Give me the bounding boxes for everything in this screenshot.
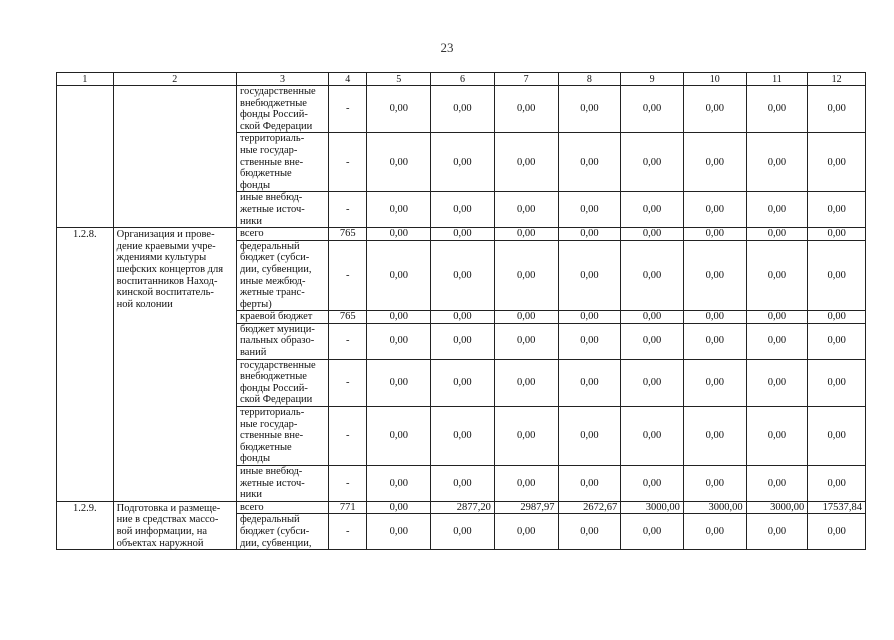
funding-source-line: ваний bbox=[239, 347, 267, 359]
amount-cell: 0,00 bbox=[621, 407, 684, 466]
amount-cell: 0,00 bbox=[494, 323, 558, 359]
amount-cell: 0,00 bbox=[746, 192, 808, 228]
funding-source-line: ники bbox=[239, 215, 262, 227]
section-title-line: воспитанников Наход- bbox=[116, 275, 218, 287]
column-number-row bbox=[57, 73, 866, 86]
funding-source-line: ные государ- bbox=[239, 418, 298, 430]
amount-cell: 0,00 bbox=[367, 501, 431, 514]
amount-cell: 0,00 bbox=[558, 359, 621, 406]
funding-source-line: краевой бюджет bbox=[239, 311, 313, 323]
column-number: 10 bbox=[683, 73, 746, 86]
funding-source-line: дии, субвенции, bbox=[239, 263, 312, 275]
amount-cell: 0,00 bbox=[431, 323, 495, 359]
funding-source bbox=[236, 407, 328, 466]
responsible-code: - bbox=[329, 323, 367, 359]
funding-source-line: всего bbox=[239, 501, 264, 513]
column-number: 2 bbox=[113, 73, 236, 86]
amount-cell: 0,00 bbox=[683, 323, 746, 359]
funding-source-line: иные межбюд- bbox=[239, 275, 306, 287]
amount-cell: 2987,97 bbox=[494, 501, 558, 514]
amount-cell: 17537,84 bbox=[808, 501, 866, 514]
amount-cell: 0,00 bbox=[683, 228, 746, 241]
amount-cell: 0,00 bbox=[494, 311, 558, 324]
section-number: 1.2.8. bbox=[73, 229, 97, 241]
section-title-line: Организация и прове- bbox=[116, 229, 215, 241]
amount-cell: 3000,00 bbox=[683, 501, 746, 514]
amount-cell: 0,00 bbox=[683, 240, 746, 311]
amount-cell: 0,00 bbox=[494, 86, 558, 133]
amount-cell: 0,00 bbox=[558, 514, 621, 550]
amount-cell: 0,00 bbox=[367, 514, 431, 550]
amount-cell: 0,00 bbox=[558, 466, 621, 502]
amount-cell: 0,00 bbox=[621, 86, 684, 133]
amount-cell: 0,00 bbox=[558, 133, 621, 192]
amount-cell: 0,00 bbox=[808, 240, 866, 311]
responsible-code: 771 bbox=[329, 501, 367, 514]
amount-cell: 0,00 bbox=[367, 466, 431, 502]
section-title bbox=[113, 501, 236, 549]
section-title-line: объектах наружной bbox=[116, 537, 204, 549]
amount-cell: 0,00 bbox=[367, 359, 431, 406]
funding-source-line: бюджетные bbox=[239, 168, 292, 180]
funding-source-line: фонды bbox=[239, 179, 271, 191]
table-row bbox=[57, 501, 866, 514]
budget-table bbox=[56, 72, 866, 550]
amount-cell: 0,00 bbox=[808, 514, 866, 550]
amount-cell: 0,00 bbox=[808, 192, 866, 228]
funding-source-line: дии, субвенции, bbox=[239, 537, 312, 549]
amount-cell: 0,00 bbox=[431, 466, 495, 502]
amount-cell: 0,00 bbox=[431, 407, 495, 466]
column-number: 3 bbox=[236, 73, 328, 86]
funding-source-line: ники bbox=[239, 489, 262, 501]
amount-cell: 0,00 bbox=[621, 514, 684, 550]
amount-cell: 0,00 bbox=[808, 228, 866, 241]
amount-cell: 0,00 bbox=[683, 311, 746, 324]
amount-cell: 0,00 bbox=[367, 240, 431, 311]
section-number-cell bbox=[57, 86, 114, 228]
section-title-line: Подготовка и размеще- bbox=[116, 502, 221, 514]
funding-source-line: ственные вне- bbox=[239, 156, 304, 168]
section-title-line: дение краевыми учре- bbox=[116, 240, 216, 252]
amount-cell: 0,00 bbox=[367, 323, 431, 359]
responsible-code: - bbox=[329, 407, 367, 466]
amount-cell: 2877,20 bbox=[431, 501, 495, 514]
responsible-code: - bbox=[329, 133, 367, 192]
responsible-code: 765 bbox=[329, 228, 367, 241]
column-number: 4 bbox=[329, 73, 367, 86]
amount-cell: 0,00 bbox=[431, 359, 495, 406]
amount-cell: 0,00 bbox=[494, 514, 558, 550]
amount-cell: 0,00 bbox=[494, 228, 558, 241]
amount-cell: 0,00 bbox=[621, 240, 684, 311]
funding-source-line: фонды Россий- bbox=[239, 109, 308, 121]
funding-source-line: пальных образо- bbox=[239, 335, 315, 347]
section-title-line: ние в средствах массо- bbox=[116, 514, 219, 526]
amount-cell: 0,00 bbox=[746, 311, 808, 324]
table-row bbox=[57, 228, 866, 241]
amount-cell: 0,00 bbox=[683, 466, 746, 502]
amount-cell: 0,00 bbox=[808, 323, 866, 359]
amount-cell: 0,00 bbox=[808, 359, 866, 406]
amount-cell: 0,00 bbox=[683, 407, 746, 466]
funding-source bbox=[236, 133, 328, 192]
amount-cell: 0,00 bbox=[494, 407, 558, 466]
column-number: 11 bbox=[746, 73, 808, 86]
amount-cell: 0,00 bbox=[746, 323, 808, 359]
responsible-code: - bbox=[329, 466, 367, 502]
funding-source bbox=[236, 228, 328, 241]
funding-source-line: территориаль- bbox=[239, 407, 305, 419]
funding-source-line: ской Федерации bbox=[239, 120, 313, 132]
responsible-code: 765 bbox=[329, 311, 367, 324]
section-number-cell bbox=[57, 228, 114, 502]
column-number: 12 bbox=[808, 73, 866, 86]
amount-cell: 0,00 bbox=[431, 133, 495, 192]
amount-cell: 0,00 bbox=[808, 133, 866, 192]
amount-cell: 0,00 bbox=[746, 86, 808, 133]
section-title-cell bbox=[113, 86, 236, 228]
section-number-cell bbox=[57, 501, 114, 549]
funding-source-line: внебюджетные bbox=[239, 371, 307, 383]
amount-cell: 0,00 bbox=[431, 514, 495, 550]
amount-cell: 3000,00 bbox=[746, 501, 808, 514]
amount-cell: 0,00 bbox=[367, 228, 431, 241]
column-number: 1 bbox=[57, 73, 114, 86]
amount-cell: 0,00 bbox=[494, 240, 558, 311]
amount-cell: 0,00 bbox=[367, 133, 431, 192]
funding-source-line: иные внебюд- bbox=[239, 192, 303, 204]
responsible-code: - bbox=[329, 359, 367, 406]
column-number: 5 bbox=[367, 73, 431, 86]
funding-source bbox=[236, 240, 328, 311]
amount-cell: 0,00 bbox=[558, 323, 621, 359]
amount-cell: 0,00 bbox=[431, 192, 495, 228]
funding-source bbox=[236, 359, 328, 406]
funding-source-line: жетные источ- bbox=[239, 203, 305, 215]
amount-cell: 0,00 bbox=[621, 466, 684, 502]
amount-cell: 0,00 bbox=[746, 407, 808, 466]
amount-cell: 0,00 bbox=[367, 311, 431, 324]
column-number: 6 bbox=[431, 73, 495, 86]
amount-cell: 0,00 bbox=[683, 133, 746, 192]
amount-cell: 0,00 bbox=[746, 466, 808, 502]
responsible-code: - bbox=[329, 240, 367, 311]
amount-cell: 0,00 bbox=[808, 311, 866, 324]
table-row bbox=[57, 86, 866, 133]
funding-source bbox=[236, 311, 328, 324]
amount-cell: 0,00 bbox=[808, 466, 866, 502]
funding-source-line: ственные вне- bbox=[239, 430, 304, 442]
responsible-code: - bbox=[329, 514, 367, 550]
funding-source bbox=[236, 192, 328, 228]
column-number: 9 bbox=[621, 73, 684, 86]
amount-cell: 0,00 bbox=[431, 240, 495, 311]
funding-source-line: ные государ- bbox=[239, 144, 298, 156]
amount-cell: 3000,00 bbox=[621, 501, 684, 514]
amount-cell: 0,00 bbox=[494, 466, 558, 502]
funding-source bbox=[236, 323, 328, 359]
funding-source-line: жетные источ- bbox=[239, 477, 305, 489]
funding-source-line: фонды Россий- bbox=[239, 382, 308, 394]
funding-source-line: бюджет (субси- bbox=[239, 525, 310, 537]
funding-source-line: жетные транс- bbox=[239, 287, 305, 299]
amount-cell: 0,00 bbox=[558, 192, 621, 228]
amount-cell: 0,00 bbox=[431, 311, 495, 324]
page-number: 23 bbox=[440, 40, 454, 55]
funding-source-line: ской Федерации bbox=[239, 394, 313, 406]
funding-source-line: всего bbox=[239, 228, 264, 240]
section-number: 1.2.9. bbox=[73, 502, 97, 514]
amount-cell: 0,00 bbox=[558, 240, 621, 311]
amount-cell: 0,00 bbox=[367, 192, 431, 228]
amount-cell: 0,00 bbox=[683, 359, 746, 406]
amount-cell: 0,00 bbox=[431, 86, 495, 133]
amount-cell: 0,00 bbox=[746, 228, 808, 241]
column-number: 8 bbox=[558, 73, 621, 86]
amount-cell: 0,00 bbox=[621, 359, 684, 406]
section-title-line: кинской воспитатель- bbox=[116, 287, 214, 299]
amount-cell: 0,00 bbox=[808, 86, 866, 133]
funding-source-line: территориаль- bbox=[239, 133, 305, 145]
section-title-line: ждениями культуры bbox=[116, 252, 207, 264]
amount-cell: 0,00 bbox=[808, 407, 866, 466]
amount-cell: 0,00 bbox=[494, 133, 558, 192]
amount-cell: 0,00 bbox=[367, 407, 431, 466]
funding-source bbox=[236, 514, 328, 550]
amount-cell: 0,00 bbox=[746, 240, 808, 311]
amount-cell: 0,00 bbox=[621, 133, 684, 192]
funding-source-line: федеральный bbox=[239, 514, 300, 526]
amount-cell: 0,00 bbox=[558, 311, 621, 324]
amount-cell: 0,00 bbox=[431, 228, 495, 241]
amount-cell: 0,00 bbox=[683, 86, 746, 133]
amount-cell: 0,00 bbox=[746, 133, 808, 192]
column-number: 7 bbox=[494, 73, 558, 86]
amount-cell: 0,00 bbox=[494, 192, 558, 228]
amount-cell: 0,00 bbox=[367, 86, 431, 133]
funding-source-line: фонды bbox=[239, 453, 271, 465]
section-title bbox=[113, 228, 236, 502]
amount-cell: 0,00 bbox=[621, 228, 684, 241]
funding-source-line: бюджетные bbox=[239, 441, 292, 453]
funding-source-line: государственные bbox=[239, 359, 316, 371]
funding-source bbox=[236, 86, 328, 133]
amount-cell: 0,00 bbox=[621, 192, 684, 228]
amount-cell: 0,00 bbox=[558, 228, 621, 241]
section-title-line: шефских концертов для bbox=[116, 263, 224, 275]
funding-source bbox=[236, 466, 328, 502]
section-title-line: ной колонии bbox=[116, 298, 173, 310]
funding-source-line: ферты) bbox=[239, 298, 272, 310]
funding-source-line: бюджет муници- bbox=[239, 323, 315, 335]
amount-cell: 0,00 bbox=[683, 514, 746, 550]
amount-cell: 0,00 bbox=[558, 86, 621, 133]
amount-cell: 0,00 bbox=[746, 514, 808, 550]
amount-cell: 0,00 bbox=[621, 323, 684, 359]
amount-cell: 0,00 bbox=[621, 311, 684, 324]
section-title-line: вой информации, на bbox=[116, 525, 208, 537]
funding-source-line: бюджет (субси- bbox=[239, 252, 310, 264]
responsible-code: - bbox=[329, 192, 367, 228]
funding-source-line: внебюджетные bbox=[239, 97, 307, 109]
funding-source-line: иные внебюд- bbox=[239, 466, 303, 477]
responsible-code: - bbox=[329, 86, 367, 133]
funding-source-line: федеральный bbox=[239, 240, 300, 252]
amount-cell: 2672,67 bbox=[558, 501, 621, 514]
amount-cell: 0,00 bbox=[746, 359, 808, 406]
funding-source bbox=[236, 501, 328, 514]
amount-cell: 0,00 bbox=[494, 359, 558, 406]
funding-source-line: государственные bbox=[239, 86, 316, 97]
amount-cell: 0,00 bbox=[683, 192, 746, 228]
amount-cell: 0,00 bbox=[558, 407, 621, 466]
